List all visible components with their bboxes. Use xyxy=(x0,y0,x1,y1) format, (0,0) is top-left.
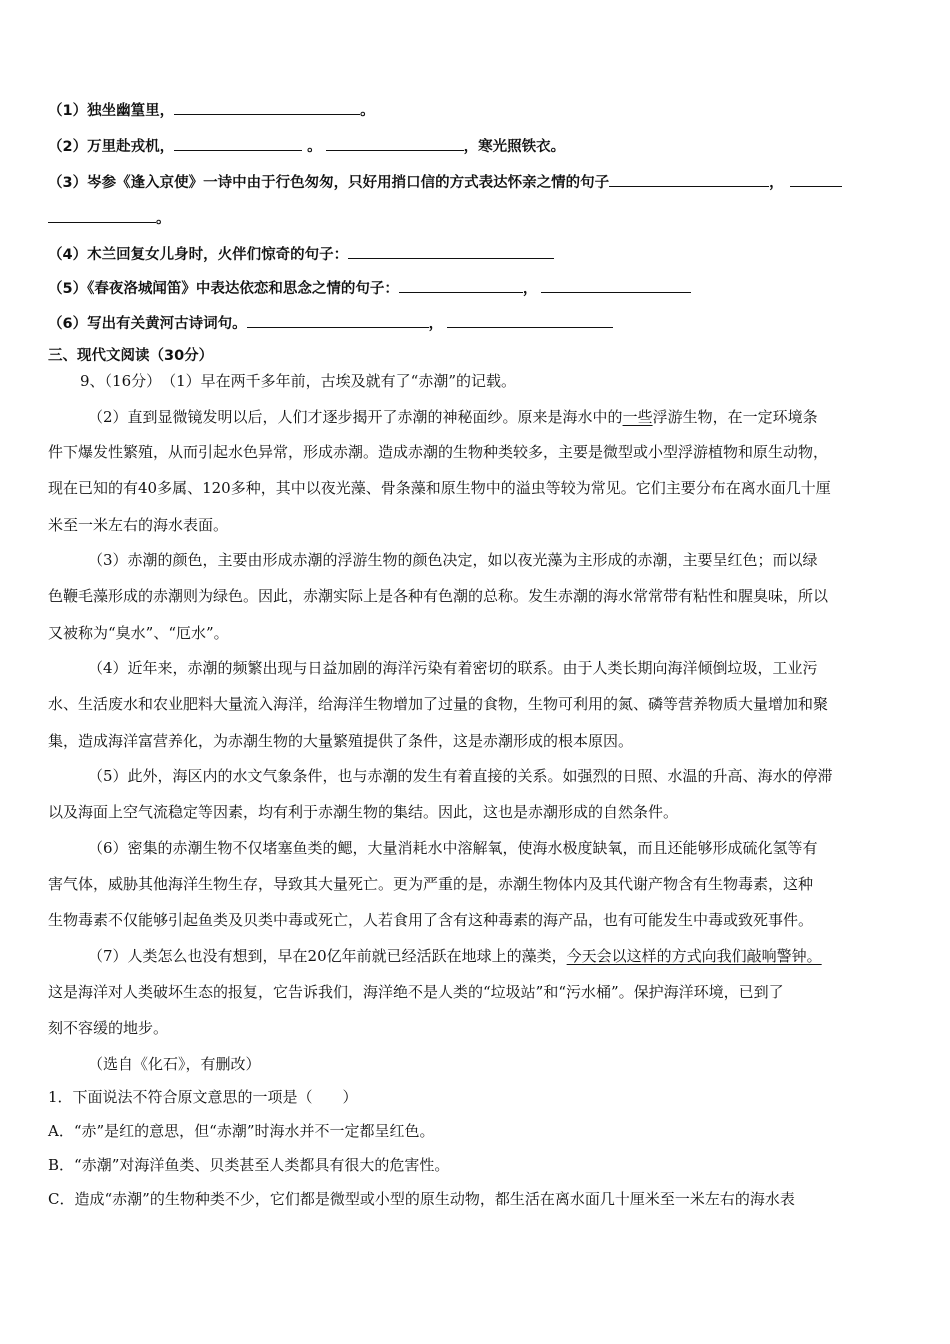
underlined-text: 今天会以这样的方式向我们敲响警钟。 xyxy=(566,947,822,965)
option-b[interactable]: B．“赤潮”对海洋鱼类、贝类甚至人类都具有很大的危害性。 xyxy=(48,1156,450,1174)
answer-blank[interactable] xyxy=(174,136,302,151)
question-text: 。 xyxy=(156,211,171,227)
paragraph-line: 又被称为“臭水”、“厄水”。 xyxy=(48,624,229,642)
answer-blank[interactable] xyxy=(48,208,156,223)
question-text: （1）独坐幽篁里， xyxy=(48,103,175,119)
answer-blank[interactable] xyxy=(247,313,429,328)
fill-question-1 xyxy=(48,100,375,121)
paragraph-line: 水、生活废水和农业肥料大量流入海洋，给海洋生物增加了过量的食物，生物可利用的氮、磷等营养物质大量增加和聚 xyxy=(48,695,829,713)
answer-blank[interactable] xyxy=(174,100,360,115)
passage-paragraph-6: （6）密集的赤潮生物不仅堵塞鱼类的鳃，大量消耗水中溶解氧，使海水极度缺氧，而且还能够形成硫化氢等有 xyxy=(88,839,818,857)
fill-question-2 xyxy=(48,136,565,157)
passage-paragraph-2 xyxy=(88,407,818,427)
passage-paragraph-3: （3）赤潮的颜色，主要由形成赤潮的浮游生物的颜色决定，如以夜光藻为主形成的赤潮，主要呈红色；而以绿 xyxy=(88,551,818,569)
paragraph-line: 害气体，威胁其他海洋生物生存，导致其大量死亡。更为严重的是，赤潮生物体内及其代谢产物含有生物毒素，这种 xyxy=(48,875,814,893)
fill-question-4 xyxy=(48,244,554,265)
answer-blank[interactable] xyxy=(326,136,464,151)
option-a[interactable]: A．“赤”是红的意思，但“赤潮”时海水并不一定都呈红色。 xyxy=(48,1122,435,1140)
paragraph-line: 色鞭毛藻形成的赤潮则为绿色。因此，赤潮实际上是各种有色潮的总称。发生赤潮的海水常常带有粘性和腥臭味，所以 xyxy=(48,587,829,605)
answer-blank[interactable] xyxy=(348,244,554,259)
question-text: ，寒光照铁衣。 xyxy=(463,139,566,155)
fill-question-5 xyxy=(48,278,691,299)
passage-source: （选自《化石》，有删改） xyxy=(88,1055,261,1073)
paragraph-line: 米至一米左右的海水表面。 xyxy=(48,516,229,534)
paragraph-line: 生物毒素不仅能够引起鱼类及贝类中毒或死亡，人若食用了含有这种毒素的海产品，也有可能发生中毒或致死事件。 xyxy=(48,911,814,929)
paragraph-line: 集，造成海洋富营养化，为赤潮生物的大量繁殖提供了条件，这是赤潮形成的根本原因。 xyxy=(48,732,634,750)
paragraph-line: 刻不容缓的地步。 xyxy=(48,1019,169,1037)
fill-question-3 xyxy=(48,172,842,193)
paragraph-line: 以及海面上空气流稳定等因素，均有利于赤潮生物的集结。因此，这也是赤潮形成的自然条件。 xyxy=(48,803,679,821)
paragraph-line: 现在已知的有40多属、120多种，其中以夜光藻、骨条藻和原生物中的溢虫等较为常见。它们主要分布在离水面几十厘 xyxy=(48,479,831,497)
answer-blank[interactable] xyxy=(790,172,842,187)
answer-blank[interactable] xyxy=(541,278,691,293)
question-text: （5）《春夜洛城闻笛》中表达依恋和思念之情的句子： xyxy=(48,281,399,297)
passage-paragraph-7 xyxy=(88,946,822,966)
question-text: ， xyxy=(428,316,444,332)
paragraph-line: 件下爆发性繁殖，从而引起水色异常，形成赤潮。造成赤潮的生物种类较多，主要是微型或小型浮游植物和原生动物， xyxy=(48,443,829,461)
question-text: ， xyxy=(522,281,538,297)
paragraph-text: 浮游生物，在一定环境条 xyxy=(652,408,818,426)
question-text: （2）万里赴戎机， xyxy=(48,139,175,155)
question-text: （3）岑参《逢入京使》一诗中由于行色匆匆，只好用捎口信的方式表达怀亲之情的句子 xyxy=(48,175,610,191)
option-c[interactable]: C．造成“赤潮”的生物种类不少，它们都是微型或小型的原生动物，都生活在离水面几十厘米至一米左右的海水表 xyxy=(48,1190,795,1208)
paragraph-line: 这是海洋对人类破坏生态的报复，它告诉我们，海洋绝不是人类的“垃圾站”和“污水桶”。保护海洋环境，已到了 xyxy=(48,983,784,1001)
answer-blank[interactable] xyxy=(609,172,769,187)
section-heading: 三、现代文阅读（30分） xyxy=(48,348,214,364)
passage-paragraph-1: 9、（16分） （1）早在两千多年前，古埃及就有了“赤潮”的记载。 xyxy=(80,372,517,390)
question-stem: 1．下面说法不符合原文意思的一项是（ ） xyxy=(48,1088,358,1106)
passage-paragraph-5: （5）此外，海区内的水文气象条件，也与赤潮的发生有着直接的关系。如强烈的日照、水温的升高、海水的停滞 xyxy=(88,767,833,785)
paragraph-text: （7）人类怎么也没有想到，早在20亿年前就已经活跃在地球上的藻类， xyxy=(88,947,567,965)
question-text: 。 xyxy=(360,103,375,119)
answer-blank[interactable] xyxy=(447,313,613,328)
question-text: （4）木兰回复女儿身时，火伴们惊奇的句子： xyxy=(48,247,349,263)
underlined-text: 一些 xyxy=(622,408,653,426)
paragraph-text: （2）直到显微镜发明以后，人们才逐步揭开了赤潮的神秘面纱。原来是海水中的 xyxy=(88,408,623,426)
answer-blank[interactable] xyxy=(399,278,523,293)
question-text: 。 xyxy=(302,139,322,155)
question-text: （6）写出有关黄河古诗词句。 xyxy=(48,316,247,332)
question-text: ， xyxy=(769,175,784,191)
passage-paragraph-4: （4）近年来，赤潮的频繁出现与日益加剧的海洋污染有着密切的联系。由于人类长期向海洋倾倒垃圾，工业污 xyxy=(88,659,818,677)
fill-question-3-cont xyxy=(48,208,171,229)
fill-question-6 xyxy=(48,313,613,334)
